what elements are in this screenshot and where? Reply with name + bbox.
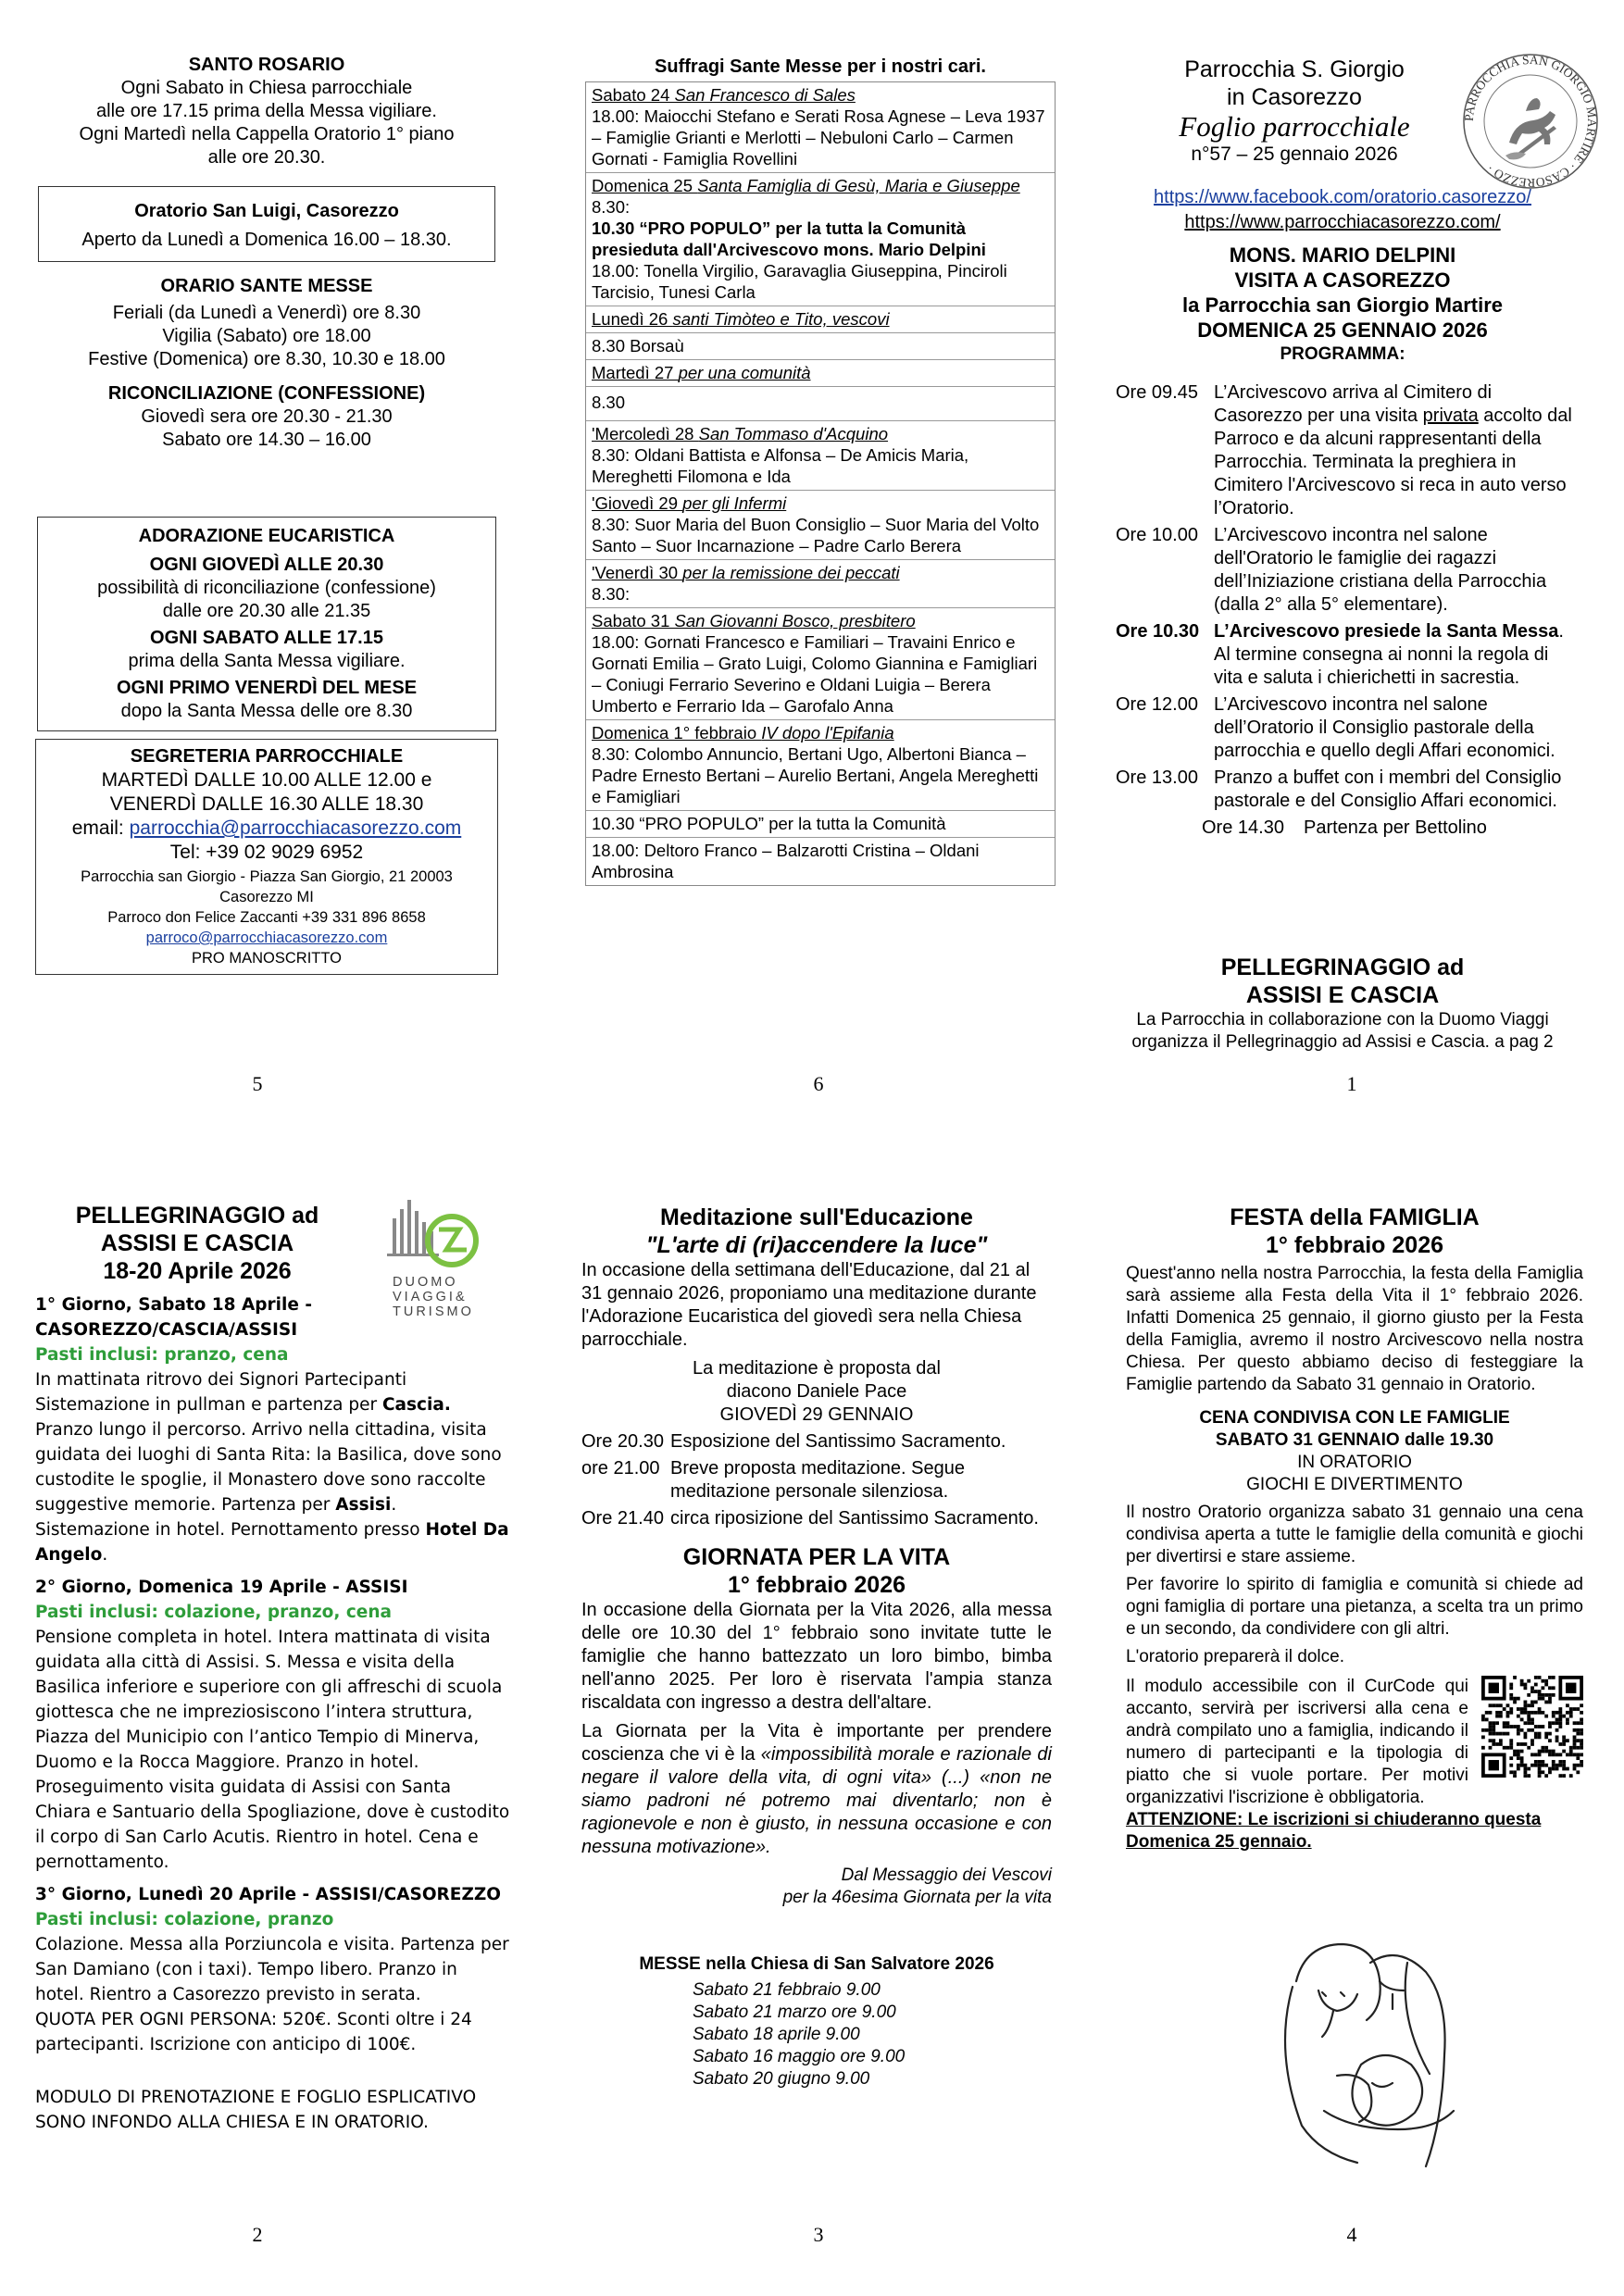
vita-text: In occasione della Giornata per la Vita 2026, alla messa delle ore 10.30 del 1° febbraio sono invitate tutte le famiglie che hanno battezzato un loro bimbo, bimba nell'anno 2025. Per loro è riservata l'ampia stanza riscaldata con ingresso a destra dell'altare.	[581, 1600, 1052, 1713]
messe-salvatore-date: Sabato 16 maggio ore 9.00	[693, 2047, 906, 2066]
rosario-line: Ogni Sabato in Chiesa parrocchiale	[120, 78, 413, 98]
page-4	[1126, 1204, 1583, 1853]
teaser-text: La Parrocchia in collaborazione con la Duomo Viaggi	[1136, 1010, 1549, 1029]
page-number: 5	[252, 1072, 263, 1095]
famiglia-text: Il nostro Oratorio organizza sabato 31 gennaio una cena condivisa aperta a tutte le famiglie della comunità e giochi per divertirsi e stare assieme.	[1126, 1503, 1583, 1566]
suffragi-text: 8.30: Colombo Annuncio, Bertani Ugo, Albertoni Bianca – Padre Ernesto Bertani – Aurelio Bertani, Angela Mereghetti e Famigliari	[592, 744, 1039, 806]
adorazione-line: OGNI GIOVEDÌ ALLE 20.30	[149, 555, 384, 575]
programma-time: Ore 10.00	[1116, 525, 1198, 545]
meditazione-time: Ore 20.30	[581, 1431, 664, 1452]
day-text: Colazione. Messa alla Porziuncola e visita. Partenza per San Damiano (con i taxi). Tempo libero. Pranzo in hotel. Rientro a Casorezzo previsto in serata.	[35, 1935, 509, 2004]
page-5	[35, 54, 498, 975]
suffragi-saint: santi Timòteo e Tito, vescovi	[672, 309, 890, 329]
suffragi-cell	[586, 607, 1055, 719]
cena-line: IN ORATORIO	[1297, 1453, 1412, 1472]
masthead-line: in Casorezzo	[1227, 84, 1362, 110]
suffragi-saint: per gli Infermi	[682, 493, 787, 513]
holy-family-icon	[1222, 1926, 1500, 2176]
pellegrinaggio-teaser	[1104, 954, 1581, 1054]
suffragi-text: 18.00: Gornati Francesco e Familiari – Travaini Enrico e Gornati Emilia – Grato Luigi, Colomo Giannina e Famigliari – Coniugi Ferrario Severino e Oldani Luigia – Berera Umberto e Ferrario Ida – Garofalo Anna	[592, 632, 1038, 716]
suffragi-day: Lunedì 26	[592, 309, 673, 329]
itinerario	[35, 1292, 511, 2135]
suffragi-cell	[586, 172, 1055, 306]
famiglia-date: 1° febbraio 2026	[1265, 1232, 1444, 1258]
suffragi-day: 'Mercoledì 28	[592, 424, 699, 443]
segreteria-parroco: Parroco don Felice Zaccanti +39 331 896 8658	[107, 909, 426, 926]
p2-title-line: ASSISI E CASCIA	[100, 1230, 294, 1256]
programma-label: PROGRAMMA:	[1280, 344, 1405, 364]
meditazione-intro: In occasione della settimana dell'Educazione, dal 21 al 31 gennaio 2026, proponiamo una meditazione durante l'Adorazione Eucaristica del giovedì sera nella Chiesa parrocchiale.	[581, 1260, 1037, 1350]
programma-row	[1116, 693, 1574, 763]
programma-row	[1116, 620, 1574, 690]
logo-text: VIAGGI&	[393, 1290, 468, 1304]
suffragi-cell	[586, 386, 1055, 420]
teaser-text: organizza il Pellegrinaggio ad Assisi e Cascia. a pag 2	[1131, 1032, 1554, 1052]
cena-line: CENA CONDIVISA CON LE FAMIGLIE	[1199, 1408, 1510, 1428]
suffragi-saint: San Giovanni Bosco, presbitero	[674, 611, 916, 630]
page-number: 4	[1346, 2223, 1357, 2246]
page-number: 1	[1346, 1072, 1357, 1095]
adorazione-line: dopo la Santa Messa delle ore 8.30	[120, 701, 413, 721]
suffragi-cell	[586, 490, 1055, 559]
messe-block	[35, 275, 498, 371]
programma-time: Ore 13.00	[1116, 767, 1198, 788]
suffragi-text: 8.30:	[592, 584, 631, 604]
segreteria-email-link[interactable]: parrocchia@parrocchiacasorezzo.com	[129, 817, 462, 839]
meditazione-subtitle: "L'arte di (ri)accendere la luce"	[645, 1232, 988, 1258]
rosario-line: Ogni Martedì nella Cappella Oratorio 1° piano	[79, 124, 455, 144]
programma-text: Partenza per Bettolino	[1304, 817, 1487, 838]
suffragi-saint: per una comunità	[678, 363, 811, 382]
page-3	[581, 1204, 1052, 2090]
suffragi-day: Martedì 27	[592, 363, 679, 382]
suffragi-cell	[586, 559, 1055, 607]
day-text: In mattinata ritrovo dei Signori Partecipanti Sistemazione in pullman e partenza per Cascia. Pranzo lungo il percorso. Arrivo nella cittadina, visita guidata dei luoghi di Santa Rita: la Basilica, dove sono custodite le spoglie, il Monastero dove sono raccolte suggestive memorie. Partenza per Assisi. Sistemazione in hotel. Pernottamento presso Hotel Da Angelo.	[35, 1370, 509, 1565]
rosario-block	[35, 54, 498, 169]
messe-line: Feriali (da Lunedì a Venerdì) ore 8.30	[112, 303, 421, 323]
adorazione-title: ADORAZIONE EUCARISTICA	[138, 526, 395, 546]
parroco-email-link[interactable]: parroco@parrocchiacasorezzo.com	[145, 930, 388, 946]
suffragi-table	[585, 81, 1056, 886]
suffragi-text: 8.30 Borsaù	[592, 336, 684, 356]
visita-title	[1104, 243, 1581, 367]
day-text: Pensione completa in hotel. Intera mattinata di visita guidata alla città di Assisi. S. Messa e visita della Basilica inferiore e superiore con gli affreschi di scuola giottesca che ne impreziosiscono l’intera struttura, Piazza del Municipio con l’antico Tempio di Minerva, Duomo e la Rocca Maggiore. Pranzo in hotel. Proseguimento visita guidata di Assisi con Santa Chiara e Santuario della Spogliazione, dove è custodito il corpo di San Carlo Acutis. Rientro in hotel. Cena e pernottamento.	[35, 1628, 510, 1872]
page-number: 2	[252, 2223, 263, 2246]
suffragi-text: 8.30	[592, 393, 626, 412]
messe-salvatore-date: Sabato 20 giugno 9.00	[693, 2069, 870, 2089]
segreteria-email: email: parrocchia@parrocchiacasorezzo.com	[71, 817, 462, 839]
vita-title: GIORNATA PER LA VITA	[682, 1544, 951, 1570]
suffragi-saint: Santa Famiglia di Gesù, Maria e Giuseppe	[697, 176, 1020, 195]
suffragi-text: 8.30:	[592, 197, 631, 217]
qr-code-icon[interactable]	[1481, 1676, 1583, 1778]
messe-salvatore-date: Sabato 18 aprile 9.00	[693, 2025, 860, 2044]
messe-salvatore-title: MESSE nella Chiesa di San Salvatore 2026	[639, 1954, 994, 1974]
meditazione-text: Breve proposta meditazione. Segue meditazione personale silenziosa.	[670, 1458, 965, 1502]
vita-signature: per la 46esima Giornata per la vita	[782, 1888, 1052, 1907]
suffragi-day: Sabato 24	[592, 85, 675, 105]
links	[1104, 185, 1581, 235]
oratorio-box	[38, 186, 495, 262]
facebook-link[interactable]: https://www.facebook.com/oratorio.casorezzo/	[1154, 187, 1531, 207]
suffragi-saint: San Francesco di Sales	[674, 85, 856, 105]
suffragi-saint: IV dopo l'Epifania	[761, 723, 894, 742]
messe-salvatore-date: Sabato 21 febbraio 9.00	[693, 1980, 881, 2000]
suffragi-day: 'Giovedì 29	[592, 493, 683, 513]
segreteria-line: MARTEDÌ DALLE 10.00 ALLE 12.00 e	[101, 769, 432, 791]
suffragi-day: Sabato 31	[592, 611, 675, 630]
famiglia-text: Per favorire lo spirito di famiglia e comunità si chiede ad ogni famiglia di portare una pietanza, a scelta tra un primo e un secondo, da condividere con gli altri.	[1126, 1575, 1583, 1639]
modulo-line: SONO INFONDO ALLA CHIESA E IN ORATORIO.	[35, 2113, 429, 2132]
suffragi-cell	[586, 420, 1055, 490]
adorazione-box	[37, 517, 496, 731]
segreteria-title: SEGRETERIA PARROCCHIALE	[130, 746, 404, 767]
confessione-block	[35, 382, 498, 452]
programma	[1116, 381, 1574, 840]
day-meals: Pasti inclusi: colazione, pranzo, cena	[35, 1603, 393, 1622]
suffragi-cell	[586, 82, 1055, 172]
rosario-title: SANTO ROSARIO	[188, 55, 345, 75]
page-number: 3	[813, 2223, 824, 2246]
messe-line: Vigilia (Sabato) ore 18.00	[162, 326, 371, 346]
masthead	[1133, 56, 1455, 167]
modulo-line: MODULO DI PRENOTAZIONE E FOGLIO ESPLICATIVO	[35, 2088, 477, 2107]
programma-row	[1116, 381, 1574, 520]
vita-text: La Giornata per la Vita è importante per prendere coscienza che vi è la «impossibilità morale e razionale di negare il valore della vita, di ogni vita» (...) «non ne siamo padroni né potremo mai diventarlo; non è ragionevole e non è giusto, in nessuna occasione e con nessuna motivazione».	[581, 1721, 1052, 1857]
adorazione-line: possibilità di riconciliazione (confessione)	[97, 578, 436, 598]
meditazione-text: circa riposizione del Santissimo Sacramento.	[670, 1508, 1039, 1529]
adorazione-line: prima della Santa Messa vigiliare.	[128, 651, 406, 671]
confessione-line: Sabato ore 14.30 – 16.00	[162, 430, 371, 450]
suffragi-day: Domenica 1° febbraio	[592, 723, 762, 742]
meditazione-row	[581, 1457, 1052, 1504]
visita-title-line: MONS. MARIO DELPINI	[1229, 243, 1456, 267]
rosario-line: alle ore 17.15 prima della Messa vigiliare.	[96, 101, 437, 121]
qr-code[interactable]	[1481, 1676, 1583, 1809]
meditazione-time: ore 21.00	[581, 1458, 660, 1479]
suffragi-day: Domenica 25	[592, 176, 698, 195]
programma-text: L’Arcivescovo incontra nel salone dell'Oratorio le famiglie dei ragazzi dell’Iniziazione cristiana della Parrocchia (dalla 2° alla 5° elementare).	[1214, 525, 1547, 615]
p2-title-line: PELLEGRINAGGIO ad	[75, 1203, 319, 1229]
attenzione-note: ATTENZIONE: Le iscrizioni si chiuderanno questa Domenica 25 gennaio.	[1126, 1810, 1542, 1852]
visita-title-line: VISITA A CASOREZZO	[1234, 268, 1451, 292]
suffragi-cell	[586, 306, 1055, 332]
segreteria-box	[35, 739, 498, 975]
confessione-title: RICONCILIAZIONE (CONFESSIONE)	[107, 383, 426, 404]
programma-row	[1116, 767, 1574, 813]
oratorio-title: Oratorio San Luigi, Casorezzo	[134, 201, 399, 221]
programma-text: L’Arcivescovo incontra nel salone dell’Oratorio il Consiglio pastorale della parrocchia e quello degli Affari economici.	[1214, 694, 1555, 761]
suffragi-text: 8.30: Oldani Battista e Alfonsa – De Amicis Maria, Mereghetti Filomona e Ida	[592, 445, 969, 486]
meditazione-row	[581, 1507, 1052, 1530]
visita-title-line: DOMENICA 25 GENNAIO 2026	[1197, 318, 1488, 342]
famiglia-text: L'oratorio preparerà il dolce.	[1126, 1647, 1344, 1666]
meditazione-time: Ore 21.40	[581, 1508, 664, 1529]
segreteria-line: VENERDÌ DALLE 16.30 ALLE 18.30	[109, 793, 424, 815]
day-title: 2° Giorno, Domenica 19 Aprile - ASSISI	[35, 1578, 408, 1597]
p2-title	[35, 1202, 359, 1285]
suffragi-cell	[586, 332, 1055, 359]
messe-salvatore-date: Sabato 21 marzo ore 9.00	[693, 2003, 896, 2022]
vita-date: 1° febbraio 2026	[727, 1572, 906, 1598]
parish-seal	[1461, 52, 1600, 191]
cena-line: GIOCHI E DIVERTIMENTO	[1246, 1475, 1463, 1494]
programma-time: Ore 10.30	[1116, 621, 1200, 642]
meditazione-row	[581, 1430, 1052, 1454]
meditazione-title: Meditazione sull'Educazione	[660, 1204, 973, 1230]
suffragi-text: 18.00: Deltoro Franco – Balzarotti Cristina – Oldani Ambrosina	[592, 841, 980, 881]
suffragi-cell	[586, 837, 1055, 885]
page-number: 6	[813, 1072, 824, 1095]
programma-row	[1116, 524, 1574, 617]
programma-text: Pranzo a buffet con i membri del Consiglio pastorale e del Consiglio Affari economici.	[1214, 767, 1562, 811]
famiglia-text: Il modulo accessibile con il CurCode qui accanto, servirà per iscriversi alla cena e andrà compilato uno a famiglia, indicando il numero di partecipanti e la tipologia di piatto che si vuole portare. Per motivi organizzativi l'iscrizione è obbligatoria.	[1126, 1677, 1468, 1807]
segreteria-tel: Tel: +39 02 9029 6952	[169, 842, 364, 863]
quota: QUOTA PER OGNI PERSONA: 520€. Sconti oltre i 24 partecipanti. Iscrizione con anticipo di 100€.	[35, 2010, 472, 2054]
adorazione-line: OGNI SABATO ALLE 17.15	[150, 628, 383, 648]
suffragi-text: 10.30 “PRO POPULO” per la tutta la Comunità presieduta dall'Arcivescovo mons. Mario Delpini	[592, 218, 986, 259]
programma-time: Ore 14.30	[1202, 817, 1284, 838]
oratorio-hours: Aperto da Lunedì a Domenica 16.00 – 18.30.	[81, 230, 452, 250]
programma-time: Ore 12.00	[1116, 694, 1198, 715]
day-meals: Pasti inclusi: colazione, pranzo	[35, 1910, 334, 1929]
suffragi-title: Suffragi Sante Messe per i nostri cari.	[655, 56, 986, 77]
p2-title-line: 18-20 Aprile 2026	[103, 1258, 292, 1284]
programma-time: Ore 09.45	[1116, 382, 1198, 403]
suffragi-text: 8.30: Suor Maria del Buon Consiglio – Suor Maria del Volto Santo – Suor Incarnazione – Padre Carlo Berera	[592, 515, 1040, 555]
suffragi-cell	[586, 359, 1055, 386]
day-title: 1° Giorno, Sabato 18 Aprile - CASOREZZO/CASCIA/ASSISI	[35, 1295, 313, 1340]
day-title: 3° Giorno, Lunedì 20 Aprile - ASSISI/CASOREZZO	[35, 1885, 501, 1904]
programma-text: L’Arcivescovo presiede la Santa Messa. Al termine consegna ai nonni la regola di vita e saluta i chierichetti in sacrestia.	[1214, 621, 1564, 688]
suffragi-text: 10.30 “PRO POPULO” per la tutta la Comunità	[592, 814, 946, 833]
adorazione-line: dalle ore 20.30 alle 21.35	[162, 601, 371, 621]
messe-salvatore-list	[581, 1979, 1052, 2090]
teaser-title: PELLEGRINAGGIO ad	[1220, 955, 1465, 980]
meditazione-line: La meditazione è proposta dal	[693, 1358, 941, 1379]
rosario-line: alle ore 20.30.	[207, 147, 326, 168]
adorazione-line: OGNI PRIMO VENERDÌ DEL MESE	[116, 678, 418, 698]
website-link[interactable]: https://www.parrocchiacasorezzo.com/	[1184, 212, 1501, 232]
teaser-title: ASSISI E CASCIA	[1245, 982, 1440, 1008]
messe-title: ORARIO SANTE MESSE	[160, 276, 373, 296]
confessione-line: Giovedì sera ore 20.30 - 21.30	[141, 406, 393, 427]
meditazione-date: GIOVEDÌ 29 GENNAIO	[719, 1404, 914, 1425]
famiglia-title: FESTA della FAMIGLIA	[1230, 1204, 1480, 1230]
logo-text: DUOMO	[393, 1275, 458, 1290]
seal-icon	[1461, 52, 1600, 191]
holy-family-illustration	[1222, 1926, 1500, 2176]
day-meals: Pasti inclusi: pranzo, cena	[35, 1345, 289, 1365]
segreteria-address: Parrocchia san Giorgio - Piazza San Giorgio, 21 20003	[81, 868, 453, 885]
suffragi-text: 18.00: Maiocchi Stefano e Serati Rosa Agnese – Leva 1937 – Famiglie Grianti e Merlotti – Nebuloni Carlo – Carmen Gornati - Famiglia Rovellini	[592, 106, 1045, 168]
famiglia-text: Quest'anno nella nostra Parrocchia, la festa della Famiglia sarà assieme alla Festa della Vita il 1° febbraio 2026. Infatti Domenica 25 gennaio, il giorno giusto per la Festa della Famiglia, avremo il nostro Arcivescovo nella nostra Chiesa. Per questo abbiamo deciso di festeggiare la Famiglie partendo da Sabato 31 gennaio in Oratorio.	[1126, 1264, 1583, 1394]
pro-manoscritto: PRO MANOSCRITTO	[192, 950, 342, 967]
suffragi-text: 18.00: Tonella Virgilio, Garavaglia Giuseppina, Pinciroli Tarcisio, Tunesi Carla	[592, 261, 1007, 302]
svg-text:PARROCCHIA SAN GIORGIO MARTIRE: PARROCCHIA SAN GIORGIO MARTIRE · CASOREZZO ·	[1461, 52, 1600, 191]
suffragi-day: 'Venerdì 30	[592, 563, 683, 582]
masthead-title: Foglio parrocchiale	[1179, 110, 1410, 143]
masthead-line: Parrocchia S. Giorgio	[1184, 56, 1405, 82]
meditazione-text: Esposizione del Santissimo Sacramento.	[670, 1431, 1006, 1452]
suffragi-saint: San Tommaso d'Acquino	[698, 424, 889, 443]
programma-text: L’Arcivescovo arriva al Cimitero di Casorezzo per una visita privata accolto dal Parroco e da alcuni rappresentanti della Parrocchia. Terminata la preghiera in Cimitero l'Arcivescovo si reca in auto verso l’Oratorio.	[1214, 382, 1572, 518]
segreteria-address: Casorezzo MI	[219, 889, 314, 905]
logo-text: TURISMO	[393, 1304, 474, 1319]
suffragi-cell	[586, 719, 1055, 810]
masthead-issue: n°57 – 25 gennaio 2026	[1191, 144, 1398, 165]
duomo-logo-icon	[383, 1194, 487, 1270]
cena-line: SABATO 31 GENNAIO dalle 19.30	[1215, 1430, 1494, 1450]
messe-line: Festive (Domenica) ore 8.30, 10.30 e 18.00	[88, 349, 445, 369]
suffragi-saint: per la remissione dei peccati	[682, 563, 900, 582]
vita-signature: Dal Messaggio dei Vescovi	[841, 1866, 1052, 1885]
suffragi-cell	[586, 810, 1055, 837]
programma-row	[1116, 817, 1574, 840]
meditazione-line: diacono Daniele Pace	[726, 1381, 907, 1402]
visita-title-line: la Parrocchia san Giorgio Martire	[1181, 293, 1503, 317]
